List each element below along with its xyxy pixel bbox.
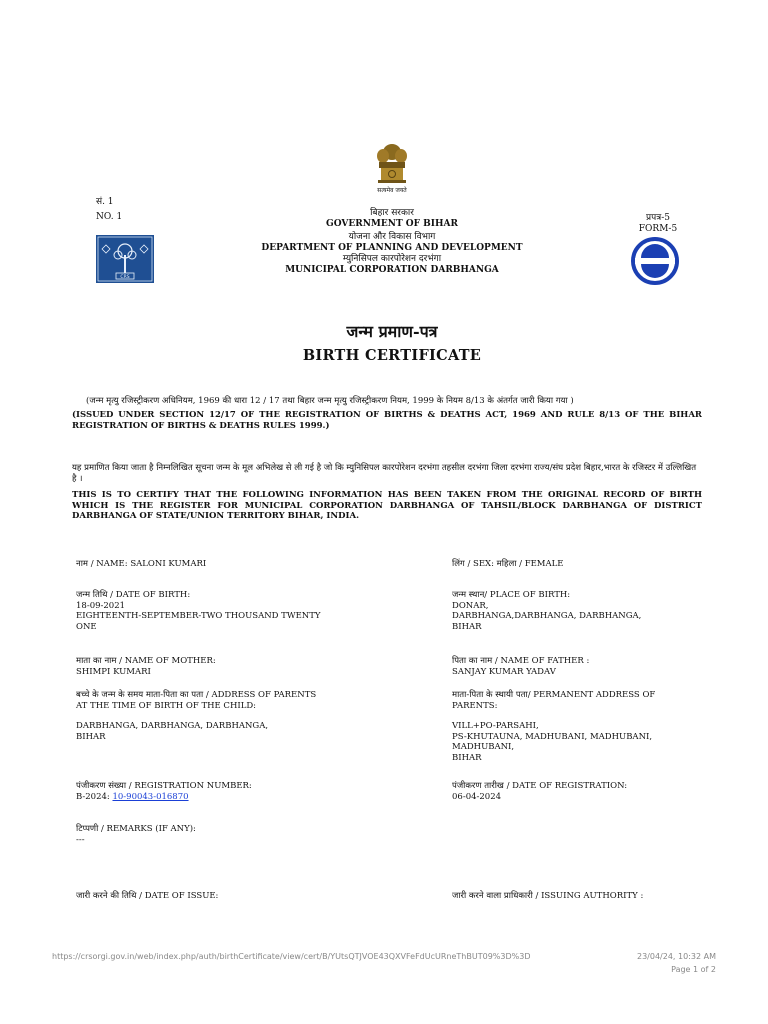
print-footer-datetime: 23/04/24, 10:32 AM (637, 952, 716, 961)
department-hindi: योजना और विकास विभाग (348, 232, 436, 242)
mother-name-block (76, 656, 326, 677)
government-name: GOVERNMENT OF BIHAR (326, 219, 458, 229)
certificate-title-hindi: जन्म प्रमाण-पत्र (346, 322, 438, 341)
crs-logo-label: CRS (120, 275, 130, 280)
remarks-label-hindi: टिप्पणी / (76, 824, 107, 834)
registration-number-link[interactable]: 10-90043-016870 (112, 791, 189, 802)
remarks-value: --- (76, 834, 85, 845)
reg-date-value: 06-04-2024 (452, 791, 502, 802)
issued-under-text: (ISSUED UNDER SECTION 12/17 OF THE REGISTRATION OF BIRTHS & DEATHS ACT, 1969 AND RULE 8/13 OF THE BIHAR REGISTRATION OF BIRTHS & DEATHS RULES 1999.) (72, 410, 702, 431)
child-name-value: SALONI KUMARI (130, 559, 207, 569)
certify-statement: THIS IS TO CERTIFY THAT THE FOLLOWING INFORMATION HAS BEEN TAKEN FROM THE ORIGINAL RECORD OF BIRTH WHICH IS THE REGISTER FOR MUNICIPAL CORPORATION DARBHANGA OF TAHSIL/BLOCK DARBHANGA OF DISTRICT DARBHANGA OF STATE/UNION TERRITORY BIHAR, INDIA. (72, 490, 702, 521)
government-hindi: बिहार सरकार (370, 208, 414, 218)
father-label-hindi: पिता का नाम / (452, 656, 501, 666)
registration-date-block (452, 781, 692, 802)
mother-label-hindi: माता का नाम / (76, 656, 125, 666)
permanent-address-label-hindi: माता-पिता के स्थायी पता/ (452, 690, 534, 700)
registration-circle-logo-icon (627, 236, 683, 286)
department-name: DEPARTMENT OF PLANNING AND DEVELOPMENT (261, 243, 523, 253)
print-footer-url: https://crsorgi.gov.in/web/index.php/auth/birthCertificate/view/cert/B/YUtsQTJVOE43QXVFeFdUcURneThBUT09%3D%3D (52, 952, 531, 961)
place-of-birth-block (452, 590, 692, 632)
father-name-value: SANJAY KUMAR YADAV (452, 666, 556, 677)
permanent-address-label: PERMANENT ADDRESS OF PARENTS: (452, 690, 656, 711)
issue-date-label-hindi: जारी करने की तिथि / (76, 891, 145, 901)
sex-row (452, 559, 692, 570)
dob-label: DATE OF BIRTH: (115, 590, 191, 600)
date-of-issue-row (76, 891, 326, 902)
form-number-hindi: प्रपत्र-5 (646, 213, 670, 223)
date-of-birth-block (76, 590, 326, 632)
corporation-name: MUNICIPAL CORPORATION DARBHANGA (285, 265, 499, 275)
birth-address-block (76, 690, 326, 742)
birth-address-label-hindi: बच्चे के जन्म के समय माता-पिता का पता / (76, 690, 212, 700)
child-name-row (76, 559, 326, 570)
pob-label: PLACE OF BIRTH: (489, 590, 571, 600)
pob-label-hindi: जन्म स्थान/ (452, 590, 490, 600)
mother-name-value: SHIMPI KUMARI (76, 666, 151, 677)
issue-date-label: DATE OF ISSUE: (144, 891, 219, 901)
emblem-motto: सत्यमेव जयते (377, 187, 407, 194)
corporation-hindi: म्युनिसिपल कारपोरेशन दरभंगा (342, 254, 442, 264)
dob-in-words: EIGHTEENTH-SEPTEMBER-TWO THOUSAND TWENTY ONE (76, 611, 321, 632)
birth-address-label: ADDRESS OF PARENTS AT THE TIME OF BIRTH OF THE CHILD: (76, 690, 317, 711)
reg-date-label: DATE OF REGISTRATION: (512, 781, 628, 791)
sex-value: महिला / FEMALE (496, 559, 564, 569)
sex-label: लिंग / SEX: (452, 559, 497, 569)
issuing-authority-row (452, 891, 692, 902)
reg-number-label: REGISTRATION NUMBER: (134, 781, 252, 791)
form-number-block (628, 213, 688, 235)
certify-statement-hindi: यह प्रमाणित किया जाता है निम्नलिखित सूचना जन्म के मूल अभिलेख से ली गई है जो कि म्युनिसिपल कारपोरेशन दरभंगा तहसील दरभंगा जिला दरभंगा राज्य/संघ प्रदेश बिहार,भारत के रजिस्टर में उल्लिखित है । (72, 463, 697, 484)
dob-label-hindi: जन्म तिथि / (76, 590, 116, 600)
remarks-block (76, 824, 326, 845)
remarks-label: REMARKS (IF ANY): (106, 824, 196, 834)
form-number: FORM-5 (638, 224, 678, 234)
permanent-address-value: VILL+PO-PARSAHI, PS-KHUTAUNA, MADHUBANI, MADHUBANI, MADHUBANI, BIHAR (452, 721, 653, 763)
reg-date-label-hindi: पंजीकरण तारीख / (452, 781, 513, 791)
crs-tree-logo-icon (96, 235, 154, 283)
reg-number-prefix: B-2024: (76, 791, 113, 802)
authority-label: ISSUING AUTHORITY : (541, 891, 644, 901)
number-label: NO. 1 (96, 212, 123, 222)
mother-label: NAME OF MOTHER: (124, 656, 216, 666)
authority-label-hindi: जारी करने वाला प्राधिकारी / (452, 891, 542, 901)
birth-address-value: DARBHANGA, DARBHANGA, DARBHANGA, BIHAR (76, 721, 269, 742)
father-name-block (452, 656, 692, 677)
number-label-hindi: सं. 1 (96, 197, 114, 207)
permanent-address-block (452, 690, 662, 763)
certificate-title: BIRTH CERTIFICATE (302, 347, 482, 364)
child-name-label: नाम / NAME: (76, 559, 131, 569)
reg-number-label-hindi: पंजीकरण संख्या / (76, 781, 135, 791)
father-label: NAME OF FATHER : (500, 656, 590, 666)
dob-value: 18-09-2021 (76, 600, 126, 611)
registration-number-block (76, 781, 326, 802)
print-footer-page-number: Page 1 of 2 (671, 965, 716, 974)
issued-under-hindi: (जन्म मृत्यु रजिस्ट्रीकरण अधिनियम, 1969 की धारा 12 / 17 तथा बिहार जन्म मृत्यु रजिस्ट्रीकरण नियम, 1999 के नियम 8/13 के अंतर्गत जारी किया गया ) (86, 396, 574, 406)
pob-value: DONAR, DARBHANGA,DARBHANGA, DARBHANGA, BIHAR (452, 600, 642, 632)
issuing-government-block (240, 208, 544, 276)
